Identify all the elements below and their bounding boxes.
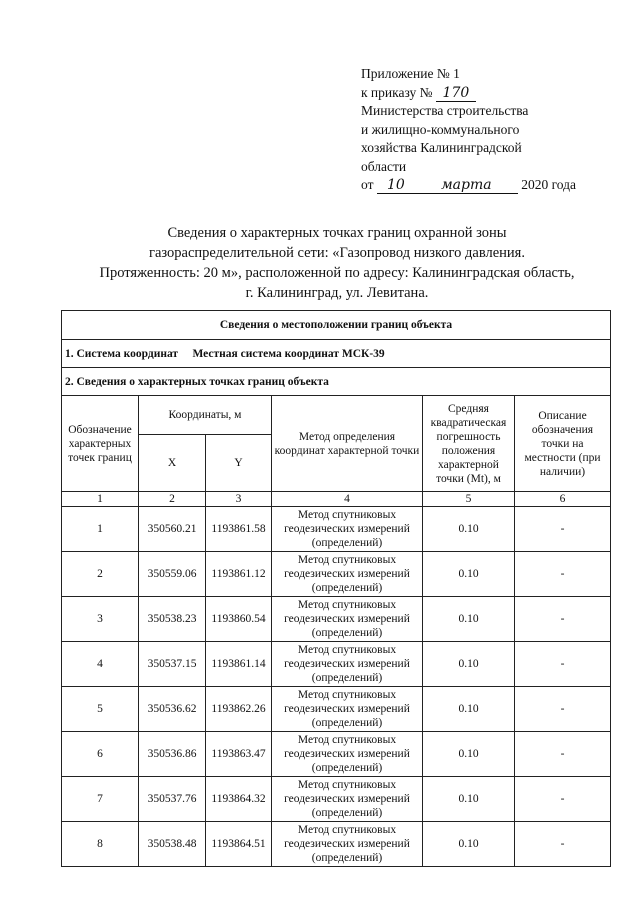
point-number-cell: 3 [62,597,139,642]
method-cell: Метод спутниковых геодезических измерений (определений) [272,777,423,822]
y-coordinate-cell: 1193862.26 [206,687,272,732]
boundary-points-table [61,310,611,867]
x-coordinate-cell: 350537.76 [139,777,206,822]
table-row [62,687,611,732]
appendix-block [361,65,576,195]
coord-system-label: 1. Система координат [65,347,179,360]
method-cell: Метод спутниковых геодезических измерений (определений) [272,822,423,867]
y-coordinate-cell: 1193860.54 [206,597,272,642]
points-section-title: 2. Сведения о характерных точках границ объекта [62,368,611,396]
table-row [62,642,611,687]
title-line-3: Протяженность: 20 м», расположенной по адресу: Калининградская область, [99,265,575,281]
point-number-cell: 6 [62,732,139,777]
description-cell: - [515,597,611,642]
rmse-cell: 0.10 [423,552,515,597]
y-coordinate-cell: 1193864.32 [206,777,272,822]
rmse-cell: 0.10 [423,597,515,642]
table-row [62,552,611,597]
table-row [62,777,611,822]
date-suffix: 2020 года [521,177,577,192]
y-coordinate-cell: 1193861.14 [206,642,272,687]
description-cell: - [515,732,611,777]
date-day-handwritten: 10 [377,178,415,194]
x-coordinate-cell: 350536.86 [139,732,206,777]
title-line-4: г. Калининград, ул. Левитана. [245,285,429,301]
x-coordinate-cell: 350538.48 [139,822,206,867]
column-number-row [62,492,611,507]
rmse-cell: 0.10 [423,687,515,732]
x-coordinate-cell: 350538.23 [139,597,206,642]
order-prefix: к приказу № [361,84,433,100]
point-number-cell: 2 [62,552,139,597]
appendix-title: Приложение № 1 [361,66,460,81]
description-cell: - [515,687,611,732]
header-rmse: Средняя квадратическая погрешность положения характерной точки (Mt), м [423,396,515,492]
order-number-line [361,84,576,103]
method-cell: Метод спутниковых геодезических измерений (определений) [272,507,423,552]
method-cell: Метод спутниковых геодезических измерений (определений) [272,552,423,597]
date-prefix: от [361,177,374,192]
coord-system-value: Местная система координат МСК-39 [192,347,385,360]
ministry-line-4: области [361,158,407,174]
table-row [62,732,611,777]
column-number: 4 [272,492,423,507]
description-cell: - [515,552,611,597]
method-cell: Метод спутниковых геодезических измерений (определений) [272,642,423,687]
x-coordinate-cell: 350536.62 [139,687,206,732]
method-cell: Метод спутниковых геодезических измерений (определений) [272,732,423,777]
title-line-1: Сведения о характерных точках границ охранной зоны [167,225,507,241]
order-number-handwritten: 170 [436,86,476,102]
ministry-line-1: Министерства строительства [361,103,529,118]
column-number: 2 [139,492,206,507]
y-coordinate-cell: 1193861.12 [206,552,272,597]
point-number-cell: 5 [62,687,139,732]
date-month-handwritten: марта [415,178,518,194]
y-coordinate-cell: 1193864.51 [206,822,272,867]
header-coordinates: Координаты, м [139,396,272,435]
ministry-line-3: хозяйства Калининградской [361,140,522,155]
header-x: X [139,435,206,492]
column-number: 5 [423,492,515,507]
rmse-cell: 0.10 [423,732,515,777]
order-date-line [361,176,576,195]
description-cell: - [515,777,611,822]
rmse-cell: 0.10 [423,642,515,687]
ministry-line-2: и жилищно-коммунального [361,121,520,137]
y-coordinate-cell: 1193863.47 [206,732,272,777]
point-number-cell: 1 [62,507,139,552]
y-coordinate-cell: 1193861.58 [206,507,272,552]
description-cell: - [515,507,611,552]
description-cell: - [515,822,611,867]
rmse-cell: 0.10 [423,777,515,822]
column-number: 1 [62,492,139,507]
column-number: 3 [206,492,272,507]
column-number: 6 [515,492,611,507]
point-number-cell: 4 [62,642,139,687]
rmse-cell: 0.10 [423,822,515,867]
section-title: Сведения о местоположении границ объекта [62,311,611,340]
header-description: Описание обозначения точки на местности (при наличии) [515,396,611,492]
header-point-designation: Обозначение характерных точек границ [62,396,139,492]
description-cell: - [515,642,611,687]
x-coordinate-cell: 350559.06 [139,552,206,597]
x-coordinate-cell: 350560.21 [139,507,206,552]
table-row [62,597,611,642]
document-title [60,223,614,303]
table-row [62,822,611,867]
table-row [62,507,611,552]
method-cell: Метод спутниковых геодезических измерений (определений) [272,687,423,732]
header-method: Метод определения координат характерной точки [272,396,423,492]
method-cell: Метод спутниковых геодезических измерений (определений) [272,597,423,642]
header-y: Y [206,435,272,492]
point-number-cell: 8 [62,822,139,867]
rmse-cell: 0.10 [423,507,515,552]
title-line-2: газораспределительной сети: «Газопровод низкого давления. [149,245,525,261]
x-coordinate-cell: 350537.15 [139,642,206,687]
point-number-cell: 7 [62,777,139,822]
coord-system-row [62,340,611,368]
